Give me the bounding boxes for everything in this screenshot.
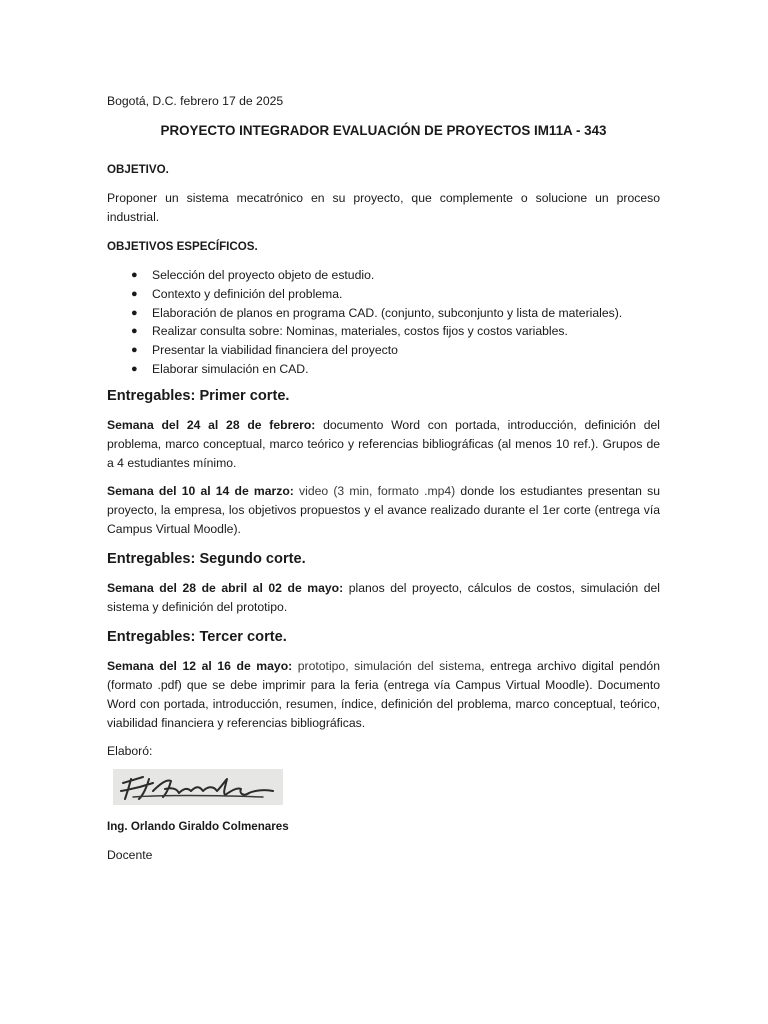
- week-label: Semana del 10 al 14 de marzo:: [107, 483, 294, 498]
- bullet-icon: ●: [131, 344, 138, 357]
- bullet-icon: ●: [131, 287, 138, 300]
- week-text: prototipo, simulación del sistema: [292, 658, 482, 673]
- week-text: donde los estudiantes presentan su proyecto, la empresa, los objetivos propuestos y el avance realizado durante el 1er corte (entrega vía Campus Virtual Moodle).: [107, 483, 660, 536]
- week-label: Semana del 28 de abril al 02 de mayo:: [107, 580, 344, 595]
- list-item-text: Selección del proyecto objeto de estudio.: [152, 268, 375, 282]
- week-text: , entrega archivo digital pendón (formato .pdf) que se debe imprimir para la feria (entrega vía Campus Virtual Moodle).: [107, 658, 660, 692]
- list-item: [131, 341, 660, 360]
- bullet-icon: ●: [131, 306, 138, 319]
- objective-text: Proponer un sistema mecatrónico en su proyecto, que complemente o solucione un proceso industrial.: [107, 191, 660, 224]
- list-item: [131, 266, 660, 285]
- week-text: Documento Word con portada, introducción, resumen, índice, definición del problema, marco conceptual, teórico, viabilidad financiera y referencias bibliográficas.: [107, 677, 660, 730]
- first-cut-week1: [107, 416, 660, 473]
- first-cut-week2: [107, 482, 660, 539]
- week-label: Semana del 24 al 28 de febrero:: [107, 417, 316, 432]
- specific-objectives-label: OBJETIVOS ESPECÍFICOS.: [107, 240, 258, 253]
- list-item-text: Contexto y definición del problema.: [152, 286, 343, 301]
- objective-label: OBJETIVO.: [107, 163, 169, 176]
- signature-scribble-icon: [113, 769, 283, 805]
- signature-image: [113, 769, 283, 805]
- week-text: documento Word con portada, introducción, definición del problema, marco conceptual, marco teórico y referencias bibliográficas (al menos 10 ref.). Grupos de a 4 estudiantes mínimo.: [107, 417, 660, 470]
- list-item: [131, 285, 660, 304]
- third-cut-heading: Entregables: Tercer corte.: [107, 628, 287, 645]
- signer-role: Docente: [107, 847, 153, 862]
- bullet-icon: ●: [131, 362, 138, 375]
- list-item: [131, 360, 660, 379]
- third-cut-week: [107, 657, 660, 733]
- list-item: [131, 304, 660, 323]
- week-text: video (3 min, formato .mp4): [293, 483, 456, 498]
- list-item-text: Elaboración de planos en programa CAD. (conjunto, subconjunto y lista de materiales).: [152, 305, 623, 320]
- second-cut-heading: Entregables: Segundo corte.: [107, 550, 306, 567]
- week-text: planos del proyecto, cálculos de costos, simulación del sistema y definición del prototipo.: [107, 580, 660, 614]
- second-cut-week: [107, 579, 660, 617]
- document-title: PROYECTO INTEGRADOR EVALUACIÓN DE PROYECTOS IM11A - 343: [160, 123, 607, 138]
- week-label: Semana del 12 al 16 de mayo:: [107, 658, 293, 673]
- specific-objectives-list: [107, 266, 660, 379]
- list-item-text: Realizar consulta sobre: Nominas, materiales, costos fijos y costos variables.: [152, 324, 568, 339]
- list-item-text: Presentar la viabilidad financiera del proyecto: [152, 343, 398, 358]
- signer-name: Ing. Orlando Giraldo Colmenares: [107, 819, 289, 833]
- list-item: [131, 322, 660, 341]
- bullet-icon: ●: [131, 269, 138, 281]
- date-line: Bogotá, D.C. febrero 17 de 2025: [107, 94, 284, 108]
- elaboro-label: Elaboró:: [107, 743, 153, 758]
- first-cut-heading: Entregables: Primer corte.: [107, 387, 290, 404]
- list-item-text: Elaborar simulación en CAD.: [152, 361, 309, 376]
- bullet-icon: ●: [131, 325, 138, 338]
